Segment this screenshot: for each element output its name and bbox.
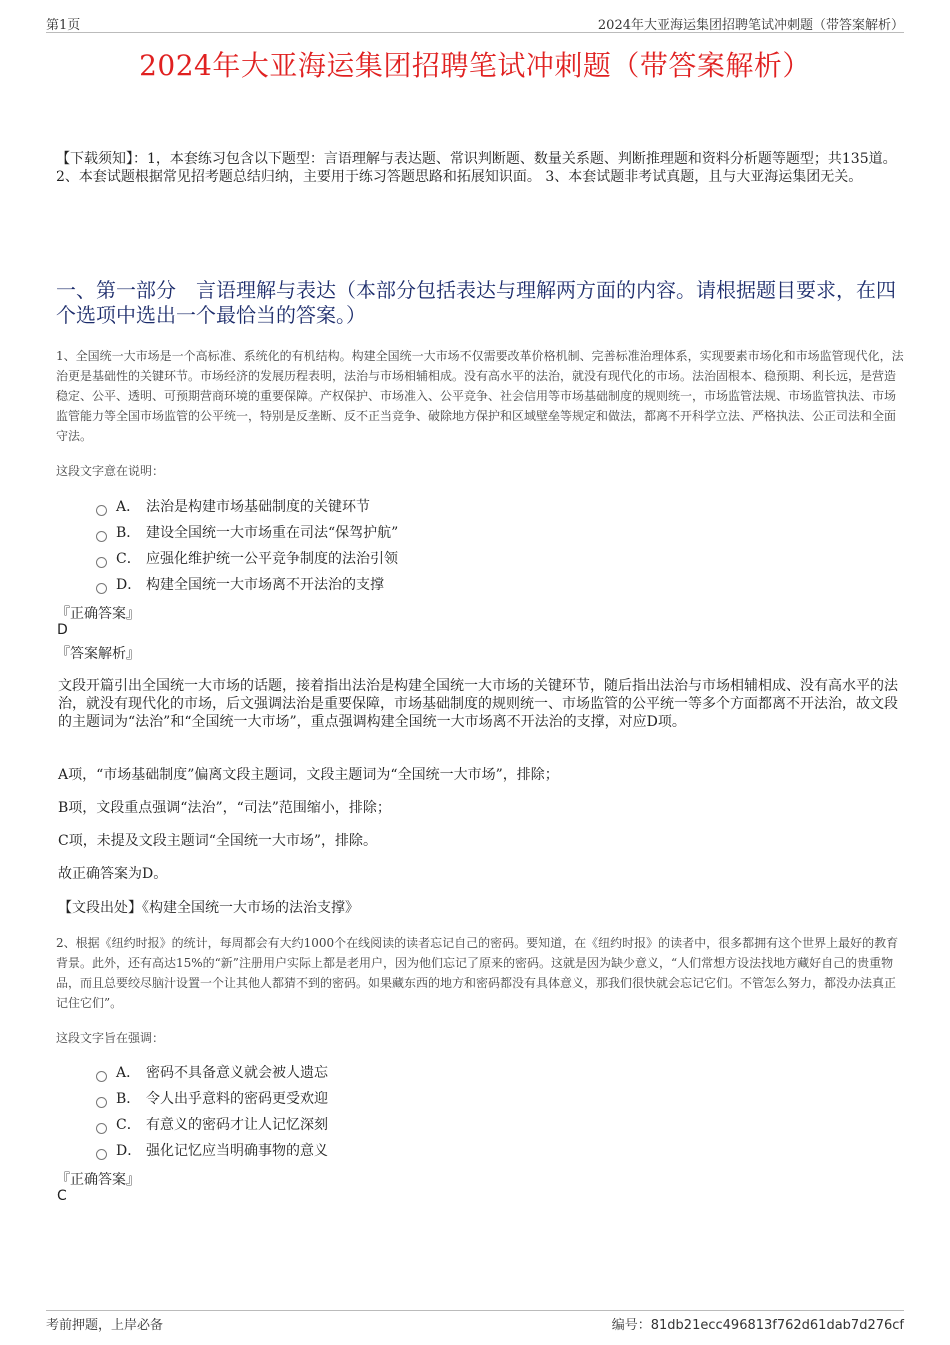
option-letter: A． [116,1065,141,1081]
option-text: 建设全国统一大市场重在司法“保驾护航” [146,525,399,541]
option-letter: D． [116,577,142,593]
option-letter: A． [116,499,141,515]
question-1-analysis: 文段开篇引出全国统一大市场的话题，接着指出法治是构建全国统一大市场的关键环节，随后指出法治与市场相辅相成、没有高水平的法治，就没有现代化的市场，后文强调法治是重要保障，市场基础制度的规则统一、市场监管的公平统一等多个方面都离不开法治，故文段的主题词为“法治”和“全国统一大市场”，重点强调构建全国统一大市场离不开法治的支撑，对应D项。 [58,678,898,730]
question-2-stem: 这段文字旨在强调： [56,1031,165,1045]
header-divider [46,32,904,33]
question-1-answer-label: 『正确答案』 [56,606,140,622]
document-title: 2024年大亚海运集团招聘笔试冲刺题（带答案解析） [139,49,811,82]
question-2-answer: C [57,1188,67,1204]
radio-icon[interactable] [96,505,107,516]
question-2-answer-label: 『正确答案』 [56,1172,140,1188]
footer-divider [46,1310,904,1311]
question-2-text: 2、根据《纽约时报》的统计，每周都会有大约1000个在线阅读的读者忘记自己的密码。要知道，在《纽约时报》的读者中，很多都拥有这个世界上最好的教育背景。此外，还有高达15%的“新”注册用户实际上都是老用户，因为他们忘记了原来的密码。这就是因为缺少意义，“人们常想方设法找地方藏好自己的贵重物品，而且总要绞尽脑汁设置一个让其他人都猜不到的密码。如果藏东西的地方和密码都没有具体意义，那我们很快就会忘记它们。不管怎么努力，都没办法真正记住它们”。 [56,936,899,1010]
option-text: 构建全国统一大市场离不开法治的支撑 [146,577,384,593]
option-letter: C． [116,551,141,567]
question-1-option-c[interactable] [96,548,398,568]
option-letter: B． [116,1091,141,1107]
option-text: 密码不具备意义就会被人遗忘 [146,1065,328,1081]
question-1-option-a-note: A项，“市场基础制度”偏离文段主题词，文段主题词为“全国统一大市场”，排除； [58,767,559,783]
footer-code-value: 81db21ecc496813f762d61dab7d276cf [650,1318,904,1333]
section-heading: 一、第一部分 言语理解与表达（本部分包括表达与理解两方面的内容。请根据题目要求，在四个选项中选出一个最恰当的答案。） [56,278,896,327]
option-text: 法治是构建市场基础制度的关键环节 [146,499,370,515]
question-1-source: 【文段出处】《构建全国统一大市场的法治支撑》 [58,900,359,916]
radio-icon[interactable] [96,583,107,594]
radio-icon[interactable] [96,1097,107,1108]
question-1-option-a[interactable] [96,496,370,516]
header-doc-title: 2024年大亚海运集团招聘笔试冲刺题（带答案解析） [597,18,904,33]
download-notice: 【下载须知】：1，本套练习包含以下题型：言语理解与表达题、常识判断题、数量关系题、判断推理题和资料分析题等题型；共135道。 2、本套试题根据常见招考题总结归纳，主要用于练习答题思路和拓展知识面。 3、本套试题非考试真题，且与大亚海运集团无关。 [56,151,897,185]
option-letter: B． [116,525,141,541]
question-1-option-d[interactable] [96,574,384,594]
footer-code-label: 编号： [611,1318,651,1333]
radio-icon[interactable] [96,1123,107,1134]
option-text: 令人出乎意料的密码更受欢迎 [146,1091,328,1107]
question-2-option-b[interactable] [96,1088,328,1108]
option-text: 应强化维护统一公平竞争制度的法治引领 [146,551,398,567]
radio-icon[interactable] [96,531,107,542]
question-1-analysis-label: 『答案解析』 [56,646,140,662]
option-text: 强化记忆应当明确事物的意义 [146,1143,328,1159]
radio-icon[interactable] [96,557,107,568]
option-letter: D． [116,1143,142,1159]
option-letter: C． [116,1117,141,1133]
question-1-option-b[interactable] [96,522,398,542]
radio-icon[interactable] [96,1149,107,1160]
question-2-option-d[interactable] [96,1140,328,1160]
question-1-option-c-note: C项，未提及文段主题词“全国统一大市场”，排除。 [58,833,378,849]
question-1-conclusion: 故正确答案为D。 [58,866,168,882]
question-2-option-c[interactable] [96,1114,328,1134]
page-number: 第1页 [46,18,81,33]
footer-slogan: 考前押题，上岸必备 [46,1318,164,1333]
radio-icon[interactable] [96,1071,107,1082]
question-1-answer: D [57,622,68,638]
option-text: 有意义的密码才让人记忆深刻 [146,1117,328,1133]
question-1-stem: 这段文字意在说明： [56,464,165,478]
question-1-text: 1、全国统一大市场是一个高标准、系统化的有机结构。构建全国统一大市场不仅需要改革价格机制、完善标准治理体系，实现要素市场化和市场监管现代化，法治更是基础性的关键环节。市场经济的发展历程表明，法治与市场相辅相成。没有高水平的法治，就没有现代化的市场。法治固根本、稳预期、利长远，是营造稳定、公平、透明、可预期营商环境的重要保障。产权保护、市场准入、公平竞争、社会信用等市场基础制度的规则统一，市场监管法规、市场监管执法、市场监管能力等全国市场监管的公平统一，特别是反垄断、反不正当竞争、破除地方保护和区域壁垒等规定和做法，都离不开科学立法、严格执法、公正司法和全面守法。 [56,349,904,443]
footer-code [612,1314,904,1333]
question-2-option-a[interactable] [96,1062,328,1082]
question-1-option-b-note: B项，文段重点强调“法治”，“司法”范围缩小，排除； [58,800,391,816]
